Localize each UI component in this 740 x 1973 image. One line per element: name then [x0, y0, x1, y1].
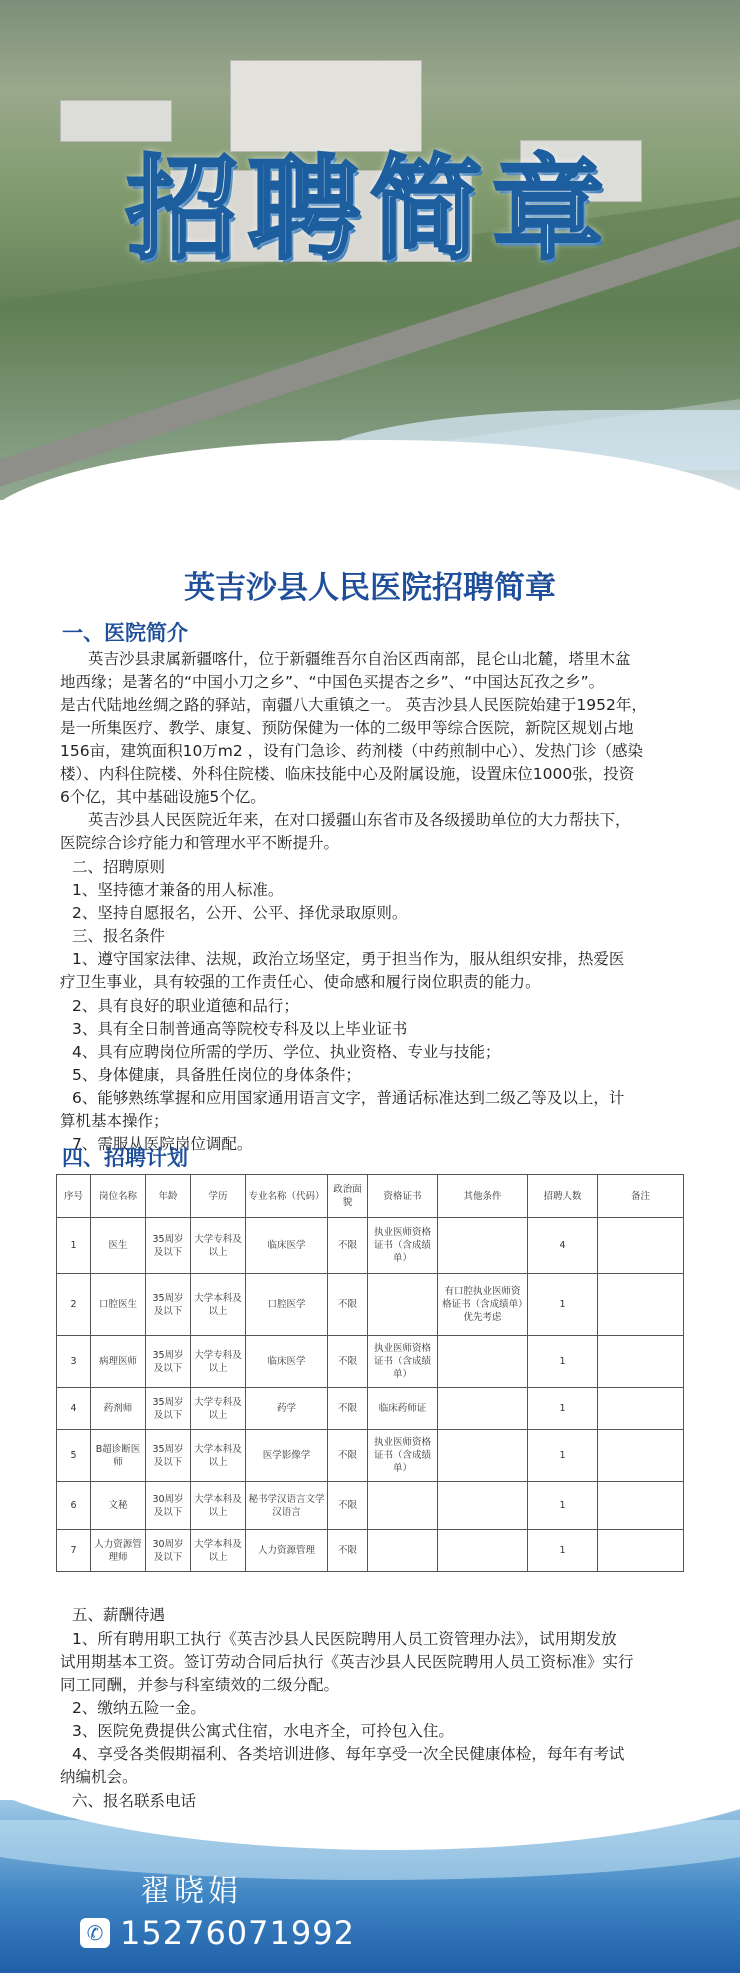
section-heading-contact: 六、报名联系电话: [72, 1792, 197, 1810]
table-cell: 药剂师: [91, 1388, 146, 1430]
table-cell: 2: [57, 1274, 91, 1336]
table-cell: 执业医师资格证书（含成绩单）: [368, 1430, 438, 1482]
table-cell: 临床药师证: [368, 1388, 438, 1430]
condition-line: 4、具有应聘岗位所需的学历、学位、执业资格、专业与技能；: [72, 1043, 501, 1061]
table-cell: [368, 1530, 438, 1572]
table-cell: 1: [57, 1218, 91, 1274]
table-cell: 30周岁及以下: [146, 1530, 191, 1572]
table-cell: 30周岁及以下: [146, 1482, 191, 1530]
section-heading-principles: 二、招聘原则: [72, 858, 166, 876]
hero-banner: [0, 0, 740, 500]
condition-line: 疗卫生事业，具有较强的工作责任心、使命感和履行岗位职责的能力。: [60, 973, 541, 991]
table-cell: [438, 1482, 528, 1530]
col-header: 资格证书: [368, 1175, 438, 1218]
table-cell: [438, 1388, 528, 1430]
table-row: [57, 1336, 684, 1388]
intro-line: 医院综合诊疗能力和管理水平不断提升。: [60, 834, 340, 852]
table-cell: 口腔医生: [91, 1274, 146, 1336]
page-title: 英吉沙县人民医院招聘简章: [184, 570, 556, 606]
intro-line: 楼）、内科住院楼、外科住院楼、临床技能中心及附属设施，设置床位1000张，投资: [60, 765, 635, 783]
table-cell: 35周岁及以下: [146, 1336, 191, 1388]
col-header: 序号: [57, 1175, 91, 1218]
table-cell: 4: [57, 1388, 91, 1430]
table-cell: [598, 1388, 684, 1430]
table-cell: 不限: [328, 1336, 368, 1388]
condition-line: 2、具有良好的职业道德和品行；: [72, 997, 299, 1015]
section-heading-intro: 一、医院简介: [62, 621, 188, 645]
table-cell: 人力资源管理: [246, 1530, 328, 1572]
col-header: 招聘人数: [528, 1175, 598, 1218]
table-cell: [438, 1218, 528, 1274]
table-cell: 4: [528, 1218, 598, 1274]
table-cell: 35周岁及以下: [146, 1274, 191, 1336]
table-cell: 病理医师: [91, 1336, 146, 1388]
table-cell: 1: [528, 1274, 598, 1336]
table-cell: 大学专科及以上: [191, 1336, 246, 1388]
table-cell: 7: [57, 1530, 91, 1572]
col-header: 备注: [598, 1175, 684, 1218]
section-heading-salary: 五、薪酬待遇: [72, 1606, 166, 1624]
table-cell: 不限: [328, 1430, 368, 1482]
table-cell: 不限: [328, 1274, 368, 1336]
contact-phone-row[interactable]: [80, 1914, 355, 1952]
table-cell: [368, 1482, 438, 1530]
table-cell: 1: [528, 1530, 598, 1572]
condition-line: 算机基本操作；: [60, 1112, 169, 1130]
intro-line: 6个亿，其中基础设施5个亿。: [60, 788, 266, 806]
intro-line: 是一所集医疗、教学、康复、预防保健为一体的二级甲等综合医院，新院区规划占地: [60, 719, 634, 737]
table-cell: 大学本科及以上: [191, 1530, 246, 1572]
intro-line: 英吉沙县人民医院近年来，在对口援疆山东省市及各级援助单位的大力帮扶下，: [88, 811, 631, 829]
table-cell: 不限: [328, 1530, 368, 1572]
contact-name: 翟晓娟: [140, 1874, 242, 1909]
banner-title: 招聘简章: [126, 144, 614, 275]
table-cell: [598, 1336, 684, 1388]
table-cell: 1: [528, 1336, 598, 1388]
condition-line: 1、遵守国家法律、法规，政治立场坚定，勇于担当作为，服从组织安排，热爱医: [72, 950, 625, 968]
salary-line: 纳编机会。: [60, 1768, 138, 1786]
col-header: 岗位名称: [91, 1175, 146, 1218]
salary-line: 2、缴纳五险一金。: [72, 1699, 206, 1717]
table-cell: 不限: [328, 1388, 368, 1430]
col-header: 政治面貌: [328, 1175, 368, 1218]
recruitment-plan-table: [56, 1174, 684, 1572]
condition-line: 3、具有全日制普通高等院校专科及以上毕业证书: [72, 1020, 408, 1038]
table-cell: [598, 1218, 684, 1274]
table-cell: [598, 1530, 684, 1572]
principle-item: 1、坚持德才兼备的用人标准。: [72, 881, 284, 899]
table-cell: 文秘: [91, 1482, 146, 1530]
salary-line: 同工同酬，并参与科室绩效的二级分配。: [60, 1676, 340, 1694]
col-header: 专业名称（代码）: [246, 1175, 328, 1218]
table-cell: 执业医师资格证书（含成绩单）: [368, 1218, 438, 1274]
table-row: [57, 1430, 684, 1482]
table-cell: 1: [528, 1388, 598, 1430]
table-cell: 大学专科及以上: [191, 1218, 246, 1274]
phone-icon: ✆: [80, 1918, 110, 1948]
section-heading-conditions: 三、报名条件: [72, 927, 166, 945]
table-cell: [438, 1430, 528, 1482]
table-cell: 不限: [328, 1218, 368, 1274]
col-header: 年龄: [146, 1175, 191, 1218]
table-cell: 1: [528, 1482, 598, 1530]
salary-line: 试用期基本工资。签订劳动合同后执行《英吉沙县人民医院聘用人员工资标准》实行: [60, 1653, 634, 1671]
col-header: 学历: [191, 1175, 246, 1218]
table-row: [57, 1388, 684, 1430]
section-heading-plan: 四、招聘计划: [62, 1146, 188, 1170]
salary-line: 1、所有聘用职工执行《英吉沙县人民医院聘用人员工资管理办法》，试用期发放: [72, 1630, 617, 1648]
table-cell: 35周岁及以下: [146, 1388, 191, 1430]
table-cell: 药学: [246, 1388, 328, 1430]
table-cell: [438, 1530, 528, 1572]
salary-line: 4、享受各类假期福利、各类培训进修、每年享受一次全民健康体检，每年有考试: [72, 1745, 625, 1763]
intro-line: 地西缘；是著名的“中国小刀之乡”、“中国色买提杏之乡”、“中国达瓦孜之乡”。: [60, 673, 605, 691]
table-cell: 医生: [91, 1218, 146, 1274]
table-row: [57, 1274, 684, 1336]
table-row: [57, 1218, 684, 1274]
table-cell: 1: [528, 1430, 598, 1482]
table-cell: 医学影像学: [246, 1430, 328, 1482]
table-cell: 有口腔执业医师资格证书（含成绩单）优先考虑: [438, 1274, 528, 1336]
table-cell: [368, 1274, 438, 1336]
condition-line: 7、需服从医院岗位调配。: [72, 1135, 253, 1153]
table-cell: 35周岁及以下: [146, 1218, 191, 1274]
table-header-row: [57, 1175, 684, 1218]
table-cell: [598, 1482, 684, 1530]
table-cell: 大学本科及以上: [191, 1274, 246, 1336]
table-cell: [598, 1274, 684, 1336]
condition-line: 5、身体健康，具备胜任岗位的身体条件；: [72, 1066, 361, 1084]
table-cell: 大学本科及以上: [191, 1482, 246, 1530]
table-cell: 不限: [328, 1482, 368, 1530]
table-cell: 口腔医学: [246, 1274, 328, 1336]
intro-line: 英吉沙县隶属新疆喀什，位于新疆维吾尔自治区西南部，昆仑山北麓，塔里木盆: [88, 650, 631, 668]
principle-item: 2、坚持自愿报名，公开、公平、择优录取原则。: [72, 904, 408, 922]
table-row: [57, 1482, 684, 1530]
table-cell: 临床医学: [246, 1218, 328, 1274]
col-header: 其他条件: [438, 1175, 528, 1218]
table-cell: 人力资源管理师: [91, 1530, 146, 1572]
table-cell: 大学本科及以上: [191, 1430, 246, 1482]
table-cell: 秘书学汉语言文学汉语言: [246, 1482, 328, 1530]
table-cell: 35周岁及以下: [146, 1430, 191, 1482]
table-cell: 执业医师资格证书（含成绩单）: [368, 1336, 438, 1388]
table-row: [57, 1530, 684, 1572]
table-cell: 大学专科及以上: [191, 1388, 246, 1430]
table-cell: B超诊断医师: [91, 1430, 146, 1482]
condition-line: 6、能够熟练掌握和应用国家通用语言文字，普通话标准达到二级乙等及以上，计: [72, 1089, 625, 1107]
table-cell: 3: [57, 1336, 91, 1388]
table-cell: [598, 1430, 684, 1482]
contact-phone[interactable]: 15276071992: [120, 1914, 355, 1952]
intro-line: 是古代陆地丝绸之路的驿站，南疆八大重镇之一。 英吉沙县人民医院始建于1952年，: [60, 696, 647, 714]
table-cell: [438, 1336, 528, 1388]
table-cell: 5: [57, 1430, 91, 1482]
table-cell: 6: [57, 1482, 91, 1530]
salary-line: 3、医院免费提供公寓式住宿，水电齐全，可拎包入住。: [72, 1722, 454, 1740]
table-cell: 临床医学: [246, 1336, 328, 1388]
intro-line: 156亩，建筑面积10万m2 ，设有门急诊、药剂楼（中药煎制中心）、发热门诊（感染: [60, 742, 643, 760]
